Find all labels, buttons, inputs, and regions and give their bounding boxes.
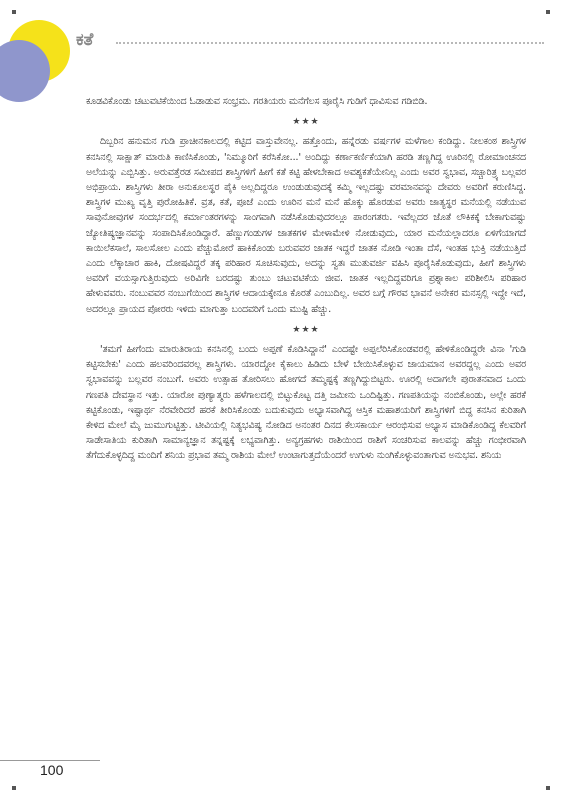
paragraph: ದಿಬ್ಬರಿನ ಹನುಮನ ಗುಡಿ ಪ್ರಾಚೀನಕಾಲದಲ್ಲಿ ಕಟ್ಟಿದ ವಾಸ್ತುವೇನಲ್ಲ. ಹತ್ತೊಂದು, ಹನ್ನೆರಡು ವರ್ಷಗಳ ಮಳೆಗಾಲ ಕಂಡಿದ್ದು. ನೀಲಕಂಠ ಶಾಸ್ತ್ರಿಗಳ ಕನಸಿನಲ್ಲಿ ಸಾಕ್ಷಾತ್ ಮಾರುತಿ ಕಾಣಿಸಿಕೊಂಡು, 'ನಿಮ್ಮೂರಿಗೆ ಕರೆಸಿಕೋ...' ಅಂದಿದ್ದು ಕರ್ಣಾಕರ್ಣಿಕೆಯಾಗಿ ಹರಡಿ ತಣ್ಣಗಿದ್ದ ಊರಿನಲ್ಲಿ ರೋಮಾಂಚನದ ಅಲೆಯನ್ನು ಎಬ್ಬಿಸಿತ್ತು. ಅರುವತ್ತೆರಡ ಸಮೀಪದ ಶಾಸ್ತ್ರಿಗಳಿಗೆ ಹೀಗೆ ಕತೆ ಕಟ್ಟಿ ಹೇಳಬೇಕಾದ ಅವಶ್ಯಕತೆಯೇನಿಲ್ಲ ಎಂದು ಅವರ ಸ್ವಭಾವ, ಸಚ್ಚಾರಿತ್ರ್ಯ ಬಲ್ಲವರ ಅಭಿಪ್ರಾಯ. ಶಾಸ್ತ್ರಿಗಳು ತೀರಾ ಅನುಕೂಲಸ್ಥರ ಪೈಕಿ ಅಲ್ಲದಿದ್ದರೂ ಉಂಡುಡುವುದಕ್ಕೆ ಕಮ್ಮಿ ಇಲ್ಲದಷ್ಟು ವರಮಾನವನ್ನು ದೇವರು ಅವರಿಗೆ ಕರುಣಿಸಿದ್ದ. ಶಾಸ್ತ್ರಿಗಳ ಮುಖ್ಯ ವೃತ್ತಿ ಪುರೋಹಿತಿಕೆ. ವ್ರತ, ಕತೆ, ಪೂಜೆ ಎಂದು ಊರಿನ ಮನೆ ಮನೆ ಹೊಕ್ಕು ಹೊರಡುವ ಅವರು ಜಾತ್ಯಸ್ಥರ ಮನೆಯಲ್ಲಿ ನಡೆಯುವ ಸಾವುನೋವುಗಳ ಸಂದರ್ಭದಲ್ಲಿ ಕರ್ಮಾಂತರಗಳನ್ನು ಸಾಂಗವಾಗಿ ನಡೆಸಿಕೊಡುವುದರಲ್ಲೂ ಪಾರಂಗತರು. ಇವೆಲ್ಲದರ ಜೊತೆ ಲೌಕಿಕಕ್ಕೆ ಬೇಕಾಗುವಷ್ಟು ಜ್ಯೋತಿಷ್ಯಜ್ಞಾನವನ್ನು ಸಂಪಾದಿಸಿಕೊಂಡಿದ್ದಾರೆ. ಹೆಣ್ಣುಗಂಡುಗಳ ಜಾತಕಗಳ ಮೇಳಾಮೇಳಿ ನೋಡುವುದು, ಯಾರ ಮನೆಯಲ್ಲಾದರೂ ಏಳಿಗೆಯಾಗದೆ ಕಾಯಿಲೆಕಸಾಲೆ, ಸಾಲಸೋಲ ಎಂದು ಪೆಚ್ಚುಮೋರೆ ಹಾಕಿಕೊಂಡು ಬರುವವರ ಜಾತಕ ಇದ್ದರೆ ಜಾತಕ ನೋಡಿ ಇಂತಾ ದೆಸೆ, ಇಂತಹ ಭುಕ್ತಿ ನಡೆಯುತ್ತಿದೆ ಎಂದು ಲೆಕ್ಕಾಚಾರ ಹಾಕಿ, ದೋಷವಿದ್ದರೆ ತಕ್ಕ ಪರಿಹಾರ ಸೂಚಿಸುವುದು, ಅದನ್ನು ಸ್ವತಃ ಮುತುವರ್ಜಿ ವಹಿಸಿ ಪೂರೈಸಿಕೊಡುವುದು, ಹೀಗೆ ಶಾಸ್ತ್ರಿಗಳು ಅವರಿಗೆ ವಯಸ್ಸಾಗುತ್ತಿರುವುದು ಅರಿವಿಗೇ ಬರದಷ್ಟು ತುಂಬು ಚಟುವಟಿಕೆಯ ಜೀವ. ಜಾತಕ ಇಲ್ಲದಿದ್ದವರಿಗೂ ಪ್ರಶ್ನಾಕಾಲ ಪರಿಶೀಲಿಸಿ ಪರಿಹಾರ ಹೇಳುವವರು. ನಂಬುವವರ ನಂಬುಗೆಯಿಂದ ಶಾಸ್ತ್ರಿಗಳ ಆದಾಯಕ್ಕೇನೂ ಕೊರತೆ ಎಂಬುದಿಲ್ಲ. ಅವರ ಬಗ್ಗೆ ಗೌರವ ಭಾವನೆ ಅನೇಕರ ಮನಸ್ಸಲ್ಲಿ ಇದ್ದೇ ಇದೆ, ಅದರಲ್ಲೂ ಪ್ರಾಯದ ಪೋರರು ಇಳಿದು ಮಾಗುತ್ತಾ ಬಂದವರಿಗೆ ಒಂದು ಮುಷ್ಟಿ ಹೆಚ್ಚು. xyxy=(86,136,526,315)
paragraph: ಕೂಡವಿಕೊಂಡು ಚಟುವಟಿಕೆಯಿಂದ ಓಡಾಡುವ ಸಂಭ್ರಮ. ಗರತಿಯರು ಮನೆಗೆಲಸ ಪೂರೈಸಿ ಗುಡಿಗೆ ಧಾವಿಸುವ ಗಡಿಬಿಡಿ. xyxy=(86,96,428,107)
crop-mark xyxy=(12,786,16,790)
story-body xyxy=(86,94,526,464)
crop-mark xyxy=(12,10,16,14)
section-separator: ★★★ xyxy=(292,324,320,335)
footer-rule xyxy=(0,760,100,761)
header-dotted-rule xyxy=(116,42,544,44)
section-separator: ★★★ xyxy=(292,117,320,128)
paragraph: 'ತಮಗೆ ಹೀಗೆಂದು ಮಾರುತಿರಾಯ ಕನಸಿನಲ್ಲಿ ಬಂದು ಅಪ್ಪಣೆ ಕೊಡಿಸಿದ್ದಾನೆ' ಎಂದಷ್ಟೇ ಅಪ್ಪಲೆರಿಸಿಕೊಂಡವರಲ್ಲಿ ಹೇಳಿಕೊಂಡಿದ್ದರೇ ವಿನಾ 'ಗುಡಿ ಕಟ್ಟಿಸಬೇಕು' ಎಂದು ಹಲವರಿಂದವರಲ್ಲ ಶಾಸ್ತ್ರಿಗಳು. ಯಾರದ್ದೋ ಕೈಕಾಲು ಹಿಡಿದು ಬೇಳೆ ಬೇಯಿಸಿಕೊಳ್ಳುವ ಜಾಯಮಾನ ಅವರದ್ದಲ್ಲ ಎಂದು ಅವರ ಸ್ವಭಾವವನ್ನು ಬಲ್ಲವರ ನಂಬುಗೆ. ಅವರು ಉತ್ಸಾಹ ತೋರಿಸಲು ಹೋಗದೆ ತಮ್ಮಷ್ಟಕ್ಕೆ ತಣ್ಣಗಿದ್ದುಬಿಟ್ಟರು. ಊರಲ್ಲಿ ಅದಾಗಲೇ ಪುರಾತನವಾದ ಒಂದು ಗಣಪತಿ ದೇವಸ್ಥಾನ ಇತ್ತು. ಯಾರೋ ಪುಣ್ಯಾತ್ಮರು ಹಳೆಗಾಲದಲ್ಲಿ ಬಿಟ್ಟುಕೊಟ್ಟ ದತ್ತಿ ಜಮೀನು ಒಂದಿಷ್ಟಿತ್ತು. ಗಣಪತಿಯನ್ನು ನಂಬಿಕೊಂಡು, ಅಲ್ಲೇ ಹರಕೆ ಕಟ್ಟಿಕೊಂಡು, ಇಷ್ಟಾರ್ಥ ನೆರವೇರಿದರೆ ಹರಕೆ ತೀರಿಸಿಕೊಂಡು ಬದುಕುವುದು ಅಭ್ಯಾಸವಾಗಿದ್ದ ಆಸ್ತಿಕ ಮಹಾಶಯರಿಗೆ ಶಾಸ್ತ್ರಿಗಳಿಗೆ ಬಿದ್ದ ಕನಸಿನ ಕುರಿತಾಗಿ ಕೇಳಿದ ಮೇಲೆ ಮೈ ಜುಮುಗುಟ್ಟಿತ್ತು. ಟೀವಿಯಲ್ಲಿ ನಿತ್ಯಭವಿಷ್ಯ ನೋಡಿದ ಅನಂತರ ದಿನದ ಕೆಲಸಕಾರ್ಯ ಆರಂಭಿಸುವ ಅಭ್ಯಾಸ ಮಾಡಿಕೊಂಡಿದ್ದ ಕೆಲವರಿಗೆ ಸಾಡೇಸಾತಿಯ ಕುರಿತಾಗಿ ಸಾಮಾನ್ಯಜ್ಞಾನ ತನ್ನಷ್ಟಕ್ಕೆ ಲಭ್ಯವಾಗಿತ್ತು. ಅನ್ಯಗ್ರಹಗಳು ರಾಶಿಯಿಂದ ರಾಶಿಗೆ ಸಂಚರಿಸುವ ಕಾಲವನ್ನು ಹೆಚ್ಚು ಗಂಭೀರವಾಗಿ ತೆಗೆದುಕೊಳ್ಳದಿದ್ದ ಮಂದಿಗೆ ಶನಿಯ ಪ್ರಭಾವ ತಮ್ಮ ರಾಶಿಯ ಮೇಲೆ ಉಂಟಾಗುತ್ತದೆಯೆಂದರೆ ಉಗುಳು ನುಂಗಿಕೊಳ್ಳುವಂತಾಗುವ ಅನುಭವ. ಶನಿಯ xyxy=(86,344,526,462)
crop-mark xyxy=(546,10,550,14)
crop-mark xyxy=(546,786,550,790)
page-number: 100 xyxy=(40,762,64,778)
section-title: ಕತೆ xyxy=(76,30,94,50)
